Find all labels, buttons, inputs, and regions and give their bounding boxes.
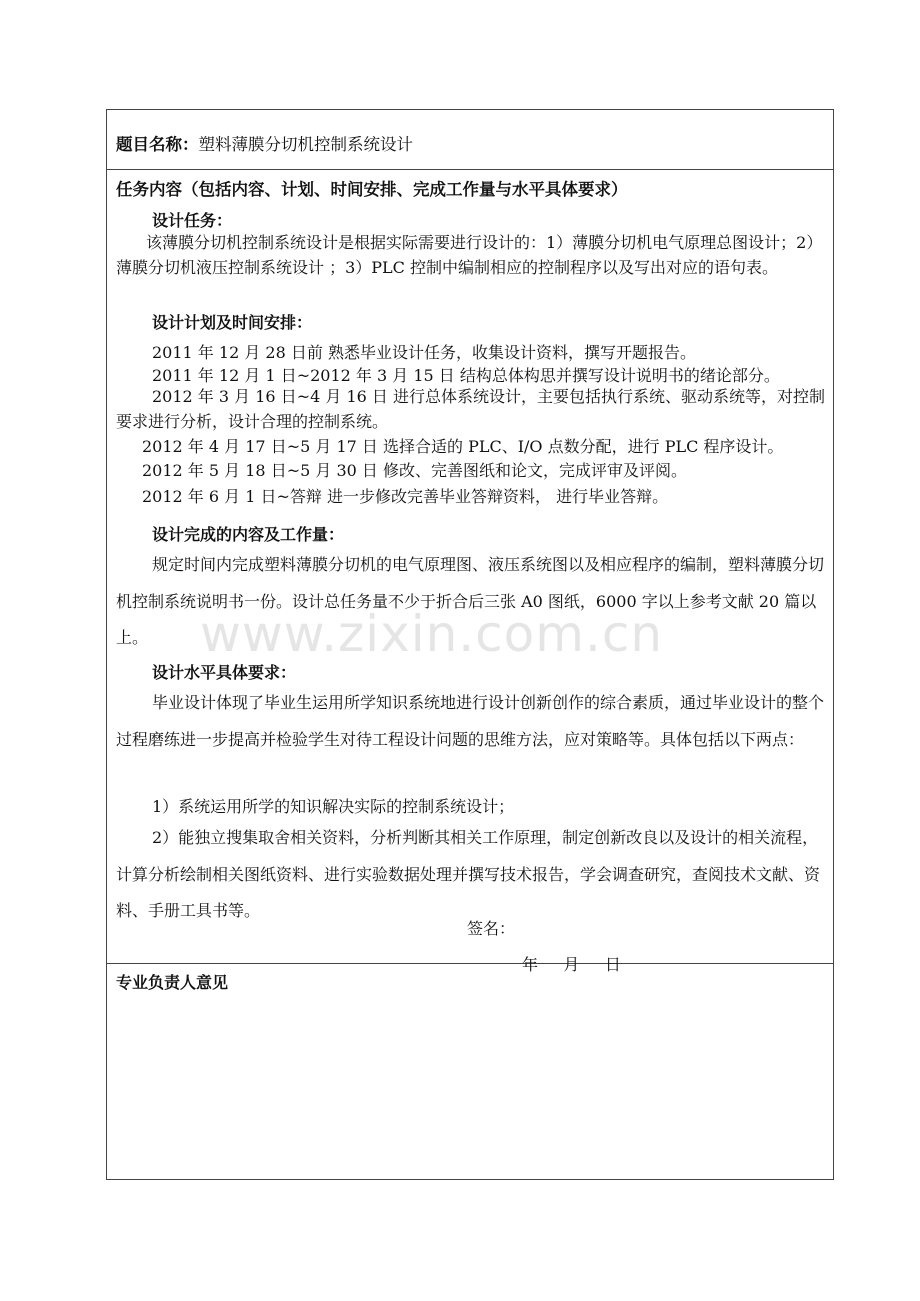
level-text: 毕业设计体现了毕业生运用所学知识系统地进行设计创新创作的综合素质，通过毕业设计的整个过程磨练进一步提高并检验学生对待工程设计问题的思维方法，应对策略等。具体包括以下两点： xyxy=(116,693,825,749)
level-point: 2）能独立搜集取舍相关资料，分析判断其相关工作原理，制定创新改良以及设计的相关流程，计算分析绘制相关图纸资料、进行实验数据处理并撰写技术报告，学会调查研究，查阅技术文献、资料、手册工具书等。 xyxy=(116,828,821,920)
date-label: 年 月 日 xyxy=(522,955,621,974)
plan-heading: 设计计划及时间安排： xyxy=(152,313,313,332)
workload-heading: 设计完成的内容及工作量： xyxy=(152,525,345,544)
opinion-heading: 专业负责人意见 xyxy=(116,973,229,992)
opinion-row xyxy=(107,964,833,1179)
plan-item: 2012 年 4 月 17 日~5 月 17 日 选择合适的 PLC、I/O 点数分配，进行 PLC 程序设计。 xyxy=(142,437,784,456)
watermark: www.zixin.com.cn xyxy=(200,605,664,663)
plan-item: 2011 年 12 月 1 日~2012 年 3 月 15 日 结构总体构思并撰写设计说明书的绪论部分。 xyxy=(152,366,780,385)
title-row xyxy=(107,110,833,170)
level-point: 1）系统运用所学的知识解决实际的控制系统设计； xyxy=(152,797,515,816)
workload-text: 规定时间内完成塑料薄膜分切机的电气原理图、液压系统图以及相应程序的编制，塑料薄膜分切机控制系统说明书一份。设计总任务量不少于折合后三张 A0 图纸，6000 字以上参考文献 20 篇以上。 xyxy=(116,555,825,647)
plan-item: 2012 年 6 月 1 日~答辩 进一步修改完善毕业答辩资料， 进行毕业答辩。 xyxy=(142,487,669,506)
title-label: 题目名称： xyxy=(116,135,199,154)
assignment-form-table xyxy=(106,109,834,1180)
plan-item: 2012 年 5 月 18 日~5 月 30 日 修改、完善图纸和论文，完成评审及评阅。 xyxy=(142,461,687,480)
signature-label: 签名： xyxy=(467,919,516,938)
task-heading: 任务内容（包括内容、计划、时间安排、完成工作量与水平具体要求） xyxy=(116,180,628,199)
plan-item: 2012 年 3 月 16 日~4 月 16 日 进行总体系统设计，主要包括执行系统、驱动系统等，对控制要求进行分析，设计合理的控制系统。 xyxy=(116,387,825,431)
plan-item: 2011 年 12 月 28 日前 熟悉毕业设计任务，收集设计资料，撰写开题报告。 xyxy=(152,343,696,362)
level-heading: 设计水平具体要求： xyxy=(152,663,297,682)
design-task-heading: 设计任务： xyxy=(152,211,233,230)
design-task-text: 该薄膜分切机控制系统设计是根据实际需要进行设计的：1）薄膜分切机电气原理总图设计；2）薄膜分切机液压控制系统设计 ；3）PLC 控制中编制相应的控制程序以及写出对应的语句表。 xyxy=(116,233,823,277)
title-value: 塑料薄膜分切机控制系统设计 xyxy=(198,135,413,154)
task-content-row xyxy=(107,170,833,964)
title-line xyxy=(116,131,413,155)
